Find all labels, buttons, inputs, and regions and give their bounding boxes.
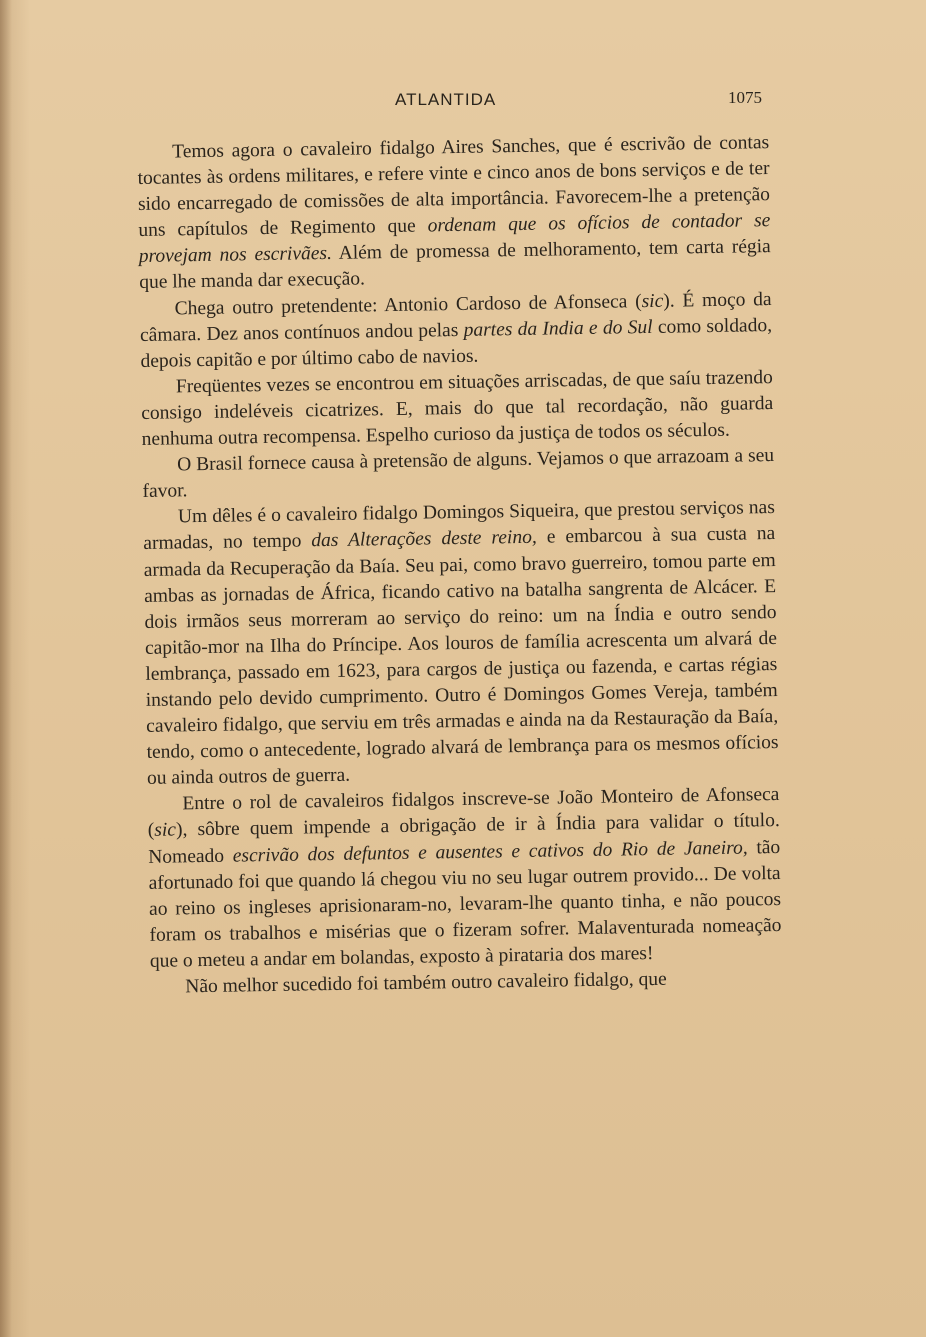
body-text (137, 130, 782, 1001)
paragraph (137, 130, 771, 296)
text-segment: Freqüentes vezes se encontrou em situações arriscadas, de que saíu trazendo consigo indeléveis cicatrizes. E, mais do que tal recordação, não guarda nenhuma outra recompensa. Espelho curioso da justiça de todos os séculos. (141, 366, 774, 450)
page-header (0, 88, 926, 118)
text-segment: como soldado, depois capitão e por último cabo de navios. (140, 314, 773, 372)
italic-text: sic (641, 290, 664, 312)
page-number: 1075 (728, 88, 762, 107)
italic-text: das Alterações deste reino, (311, 527, 537, 552)
paragraph (147, 782, 782, 975)
paragraph (141, 365, 774, 453)
text-segment: O Brasil fornece causa à pretensão de alguns. Vejamos o que arrazoam a seu favor. (142, 445, 775, 503)
text-segment: Não melhor sucedido foi também outro cavaleiro fidalgo, que (185, 968, 667, 998)
text-segment: e embarcou à sua custa na armada da Recuperação da Baía. Seu pai, como bravo guerreiro, tomou parte em ambas as jornadas de África, ficando cativo na batalha sangrenta de Alcácer. E dois irmãos seus morreram ao serviço do reino: um na Índia e outro sendo capitão-mor na Ilha do Príncipe. Aos louros de família acrescenta um alvará de lembrança, passado em 1623, para cargos de justiça ou fazenda, e cartas régias instando pelo devido cumprimento. Outro é Domingos Gomes Vereja, também cavaleiro fidalgo, que serviu em três armadas e ainda na da Restauração da Baía, tendo, como o antecedente, logrado alvará de lembrança para os mesmos ofícios ou ainda outros de guerra. (143, 523, 779, 790)
text-segment: Temos agora o cavaleiro fidalgo Aires Sanches, que é escrivão de contas tocantes às ordens militares, e refere vinte e cinco anos de bons serviços e de ter sido encarregado de comissões de alta importância. Favorecem-lhe a pretenção uns capítulos de Regimento que (137, 132, 771, 242)
text-segment: Chega outro pretendente: Antonio Cardoso de Afonseca ( (174, 290, 642, 319)
paragraph (143, 495, 779, 792)
italic-text: sic (154, 819, 177, 842)
text-segment: Um dêles é o cavaleiro fidalgo Domingos Siqueira, que prestou serviços nas armadas, no tempo (143, 497, 776, 555)
text-segment: ). É moço da câmara. Dez anos contínuos andou pelas (139, 288, 772, 346)
text-segment: ), sôbre quem impende a obrigação de ir à Índia para validar o título. Nomeado (148, 810, 780, 868)
text-segment: Entre o rol de cavaleiros fidalgos inscreve-se João Monteiro de Afonseca ( (147, 784, 780, 842)
page-edge-shadow (0, 0, 12, 1337)
text-segment: tão afortunado foi que quando lá chegou viu no seu lugar outrem provido... De volta ao reino os ingleses aprisionaram-no, levaram-lhe quanto tinha, e não poucos foram os trabalhos e misérias que o fizeram sofrer. Malaventurada nomeação que o meteu a andar em bolandas, exposto à pirataria dos mares! (148, 836, 782, 972)
paragraph (139, 287, 772, 375)
italic-text: escrivão dos defuntos e ausentes e cativos do Rio de Janeiro, (232, 837, 748, 867)
text-segment: Além de promessa de melhoramento, tem carta régia que lhe manda dar execução. (139, 236, 771, 294)
running-title: ATLANTIDA (395, 90, 497, 109)
italic-text: partes da India e do Sul (463, 316, 653, 341)
italic-text: ordenam que os ofícios de contador se provejam nos escrivães. (138, 210, 771, 268)
